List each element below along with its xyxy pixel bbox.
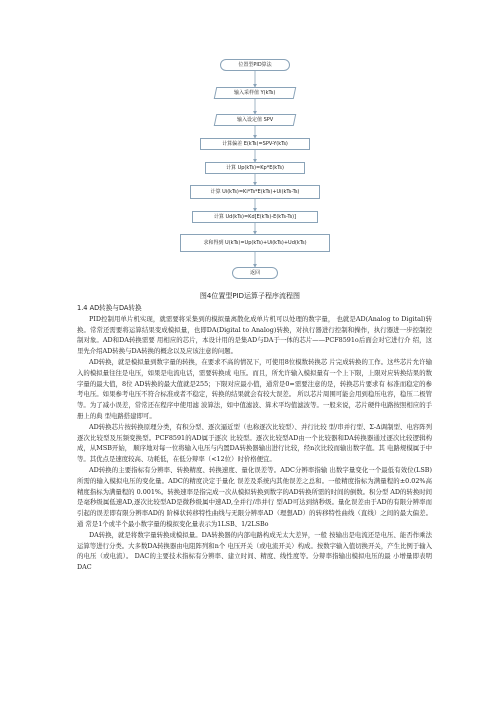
- flow-node-error-label: 计算偏差 E(kTs)=SPV-Y(kTs): [222, 141, 288, 147]
- flow-node-proportional: [205, 162, 305, 174]
- flowchart: [160, 54, 350, 289]
- flow-node-integral-label: 计算 Ui(kTs)=Ki*Ts*E(kTs)+Ui(kTs-Ts): [210, 189, 300, 195]
- flow-node-proportional-label: 计算 Up(kTs)=Kp*E(kTs): [226, 165, 284, 171]
- paragraph: AD转换，就是模拟量到数字量的转换，在要求不高的情况下，可使用8位模数转换芯 片完成转换的工作。这些芯片允许输入的模拟量往往是电压，如果是电流电话，需要转换成 电压。而且，所允许输入模拟量有一个上下限，上限对应转换结果的数字量的最大值，8位 AD转换的最大值就是255；下限对应最小值，通常是0=需要注意的是，转换芯片要求有 标准而稳定的参考电压。如果参考电压不符合标准或者不稳定，转换的结果就会有较大误差。 所以芯片周围可能会用到稳压电容，稳压二极管等。为了减小误差，常常还在程序中使用滤 波算法，如中值滤波、算术平均值滤波等。一般来说，芯片硬件电路按照相应的手册上的典 型电路搭建即可。: [77, 357, 432, 420]
- section-heading: 1.4 AD转换与DA转换: [77, 304, 142, 312]
- flow-node-return: [232, 267, 278, 279]
- paragraph: AD转换的主要指标有分辨率、转换精度、转换速度、量化误差等。ADC分辨率指输 出数字量变化一个最低有效位(LSB)所需的输入模拟电压的变化量。ADC的精度决定于量化 误差及系统内其他误差之总和。一般精度指标为满量程的±0.02%高精度指标为满量程的 0.001%。转换速率是指完成一次从模拟转换到数字的AD转换所需的时间的倒数。积分型 AD的转换时间是毫秒级属低速AD,逐次比较型AD是微秒级属中速AD,全并行/串并行 型AD可达到纳秒级。量化误差由于AD的有限分辨率而引起的误差即有限分辨率AD的 阶梯状转移特性曲线与无限分辨率AD（理想AD）的转移特性曲线（直线）之间的最大偏差。通 常是1个或半个最小数字量的模拟变化量表示为1LSB、1/2LSBo: [77, 465, 432, 528]
- flow-node-input-setpoint-label: 输入设定值 SPV: [236, 117, 274, 123]
- flow-node-derivative-label: 计算 Ud(kTs)=Kd[E(kTs)-E(kTs-Ts)]: [213, 214, 297, 220]
- flow-node-input-setpoint: [214, 114, 297, 126]
- flow-node-start: [220, 59, 290, 71]
- flow-node-return-label: 返回: [249, 270, 260, 276]
- flow-node-start-label: 位置型PID算法: [238, 62, 272, 68]
- flow-node-input-sample: [214, 87, 297, 99]
- paragraph: AD转换芯片按转换原理分类，有积分型、逐次逼近型（也称逐次比较型）、并行比较 型/串并行型、Σ-Δ调制型、电容阵列逐次比较型及压频变换型。PCF8591的AD属于逐次 比较型。逐次比较型AD由一个比较器和DA转换器通过逐次比较逻辑构成，从MSB开始， 顺序地对每一位将输入电压与内置DA转换器输出进行比较，经n次比较而输出数字值。其 电路规模属于中等。其优点是速度较高、功耗低，在低分辩率（<12位）时价格便宜。: [77, 422, 432, 464]
- flow-node-error: [200, 138, 310, 150]
- paragraph: DA转换，就是将数字量转换成模拟量。DA转换器的内部电路构成无太大差异，一般 按输出是电流还是电压、能否作乘法运算等进行分类。大多数DA转换器由电阻阵列和n个 电压开关（或电流开关）构成。按数字输入值切换开关，产生比例于输入的电压（或电流）。 DAC的主要技术指标有分辨率、建立时间、精度、线性度等。分辩率指输出模拟电压的最 小增量即表明DAC: [77, 530, 432, 572]
- figure-caption: 图4位置型PID运算子程序流程图: [199, 292, 301, 300]
- paragraph: PID控制用单片机实现，就需要将采集到的模拟量离散化成单片机可以处理的数字量， 也就是AD(Analog to Digital)转换。常常还需要将运算结果变成模拟量，也即DA(Digital to Analog)转换，对执行器进行控制和操作，执行器进一步控制控制对象。AD和DA转换需要 用相应的芯片，本设计用的是集AD与DA于一体的芯片——PCF8591o后面会对它进行介 绍，这里先介绍AD转换与DA转换的概念以及应该注意的问题。: [77, 314, 432, 356]
- body-text: [77, 303, 432, 573]
- flow-node-input-sample-label: 输入采样值 Y(kTs): [234, 90, 276, 96]
- flow-node-integral: [190, 185, 320, 199]
- flow-node-sum: [180, 234, 330, 252]
- flow-node-sum-label: 求和得到 U(kTs)=Up(kTs)+Ui(kTs)+Ud(kTs): [203, 240, 307, 246]
- flow-node-derivative: [192, 211, 318, 223]
